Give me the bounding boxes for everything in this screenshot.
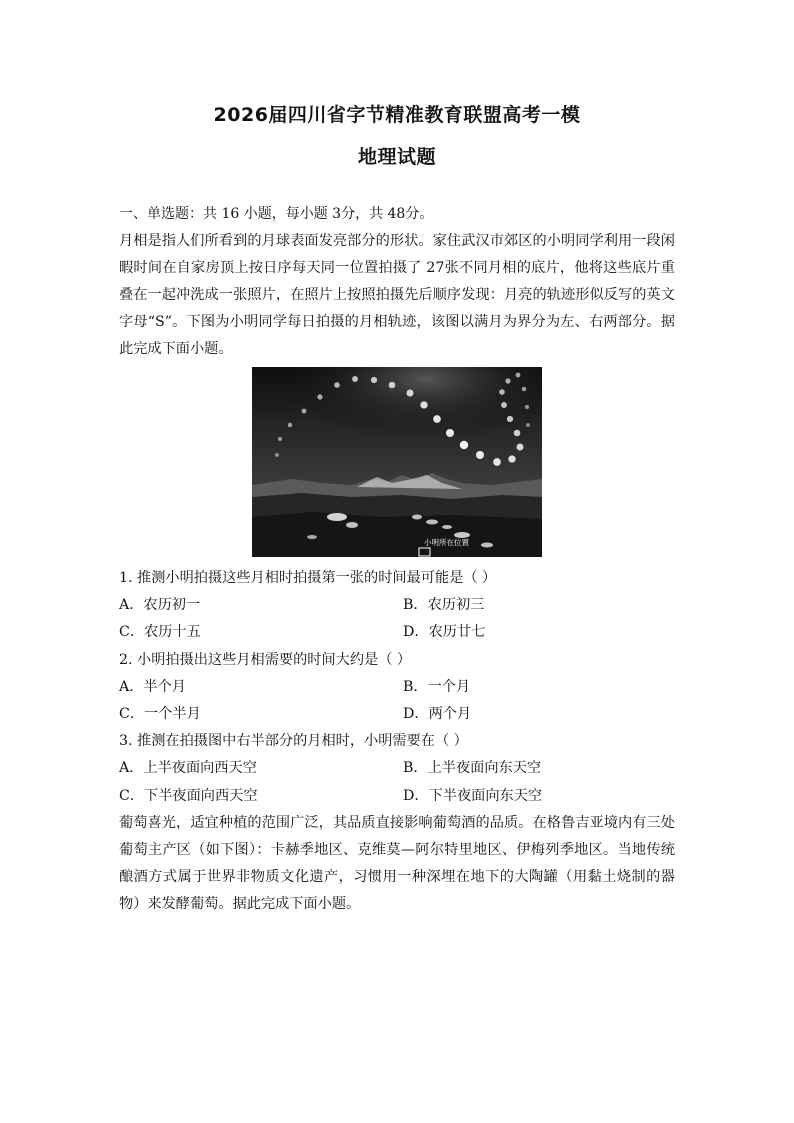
question-2-stem: 2. 小明拍摄出这些月相需要的时间大约是（ ） [119,652,412,668]
moon-phase-mark [275,453,279,457]
question-1-option-c[interactable]: C．农历十五 [119,624,201,640]
moon-phase-mark [352,376,358,382]
moon-phase-mark [499,389,505,395]
question-3-option-d[interactable]: D．下半夜面向东天空 [403,788,543,804]
moon-phase-mark [302,409,307,414]
question-2-option-b[interactable]: B．一个月 [403,679,471,695]
exam-title: 2026届四川省字节精准教育联盟高考一模 [213,104,581,126]
photo-illustration [252,367,542,557]
moon-phase-mark [446,429,454,437]
moon-phase-mark [514,430,521,437]
question-1-option-a[interactable]: A．农历初一 [119,597,201,613]
location-label: 小明所在位置 [424,538,469,547]
question-2-option-a[interactable]: A．半个月 [119,679,186,695]
question-1-stem: 1. 推测小明拍摄这些月相时拍摄第一张的时间最可能是（ ） [119,570,497,586]
moon-phase-mark [407,390,414,397]
moon-phase-mark [476,451,484,459]
moon-phase-mark [433,415,441,423]
moon-phase-mark [526,423,530,427]
question-1-option-b[interactable]: B．农历初三 [403,597,485,613]
moon-phase-mark [517,444,524,451]
passage-grape-wine: 葡萄喜光，适宜种植的范围广泛，其品质直接影响葡萄酒的品质。在格鲁吉亚境内有三处葡萄主产区（如下图）：卡赫季地区、克维莫—阿尔特里地区、伊梅列季地区。当地传统酿酒方式属于世界非物质文化遗产，习惯用一种深埋在地下的大陶罐（用黏土烧制的器物）来发酵葡萄。据此完成下面小题。 [119,815,675,912]
moon-phase-mark [505,378,510,383]
moon-trajectory-photo [252,367,542,557]
moon-phase-mark [278,437,282,441]
question-2-option-c[interactable]: C．一个半月 [119,706,201,722]
passage-moon-phase: 月相是指人们所看到的月球表面发亮部分的形状。家住武汉市郊区的小明同学利用一段闲暇时间在自家房顶上按日序每天同一位置拍摄了 27张不同月相的底片，他将这些底片重叠在一起冲洗成一张照片，在照片上按照拍摄先后顺序发现：月亮的轨迹形似反写的英文字母“S”。下图为小明同学每日拍摄的月相轨迹，该图以满月为界分为左、右两部分。据此完成下面小题。 [119,233,675,357]
moon-phase-mark [493,458,501,466]
moon-phase-mark [288,423,292,427]
moon-phase-mark [317,394,322,399]
subject-title: 地理试题 [357,146,436,168]
moon-phase-mark [516,373,521,378]
moon-phase-mark [508,455,515,462]
moon-phase-mark [334,382,340,388]
question-2-option-d[interactable]: D．两个月 [403,706,472,722]
moon-phase-mark [420,401,427,408]
question-1-option-d[interactable]: D．农历廿七 [403,624,486,640]
moon-phase-mark [525,405,529,409]
section-heading: 一、单选题：共 16 小题，每小题 3分，共 48分。 [119,206,434,222]
moon-phase-mark [522,387,526,391]
moon-phase-mark [460,441,468,449]
question-3-stem: 3. 推测在拍摄图中右半部分的月相时，小明需要在（ ） [119,733,468,749]
moon-phase-mark [389,382,396,389]
question-3-option-c[interactable]: C．下半夜面向西天空 [119,788,258,804]
moon-phase-mark [507,416,513,422]
moon-phase-mark [371,377,377,383]
question-3-option-a[interactable]: A．上半夜面向西天空 [119,760,257,776]
moon-phase-mark [501,402,507,408]
question-3-option-b[interactable]: B．上半夜面向东天空 [403,760,542,776]
